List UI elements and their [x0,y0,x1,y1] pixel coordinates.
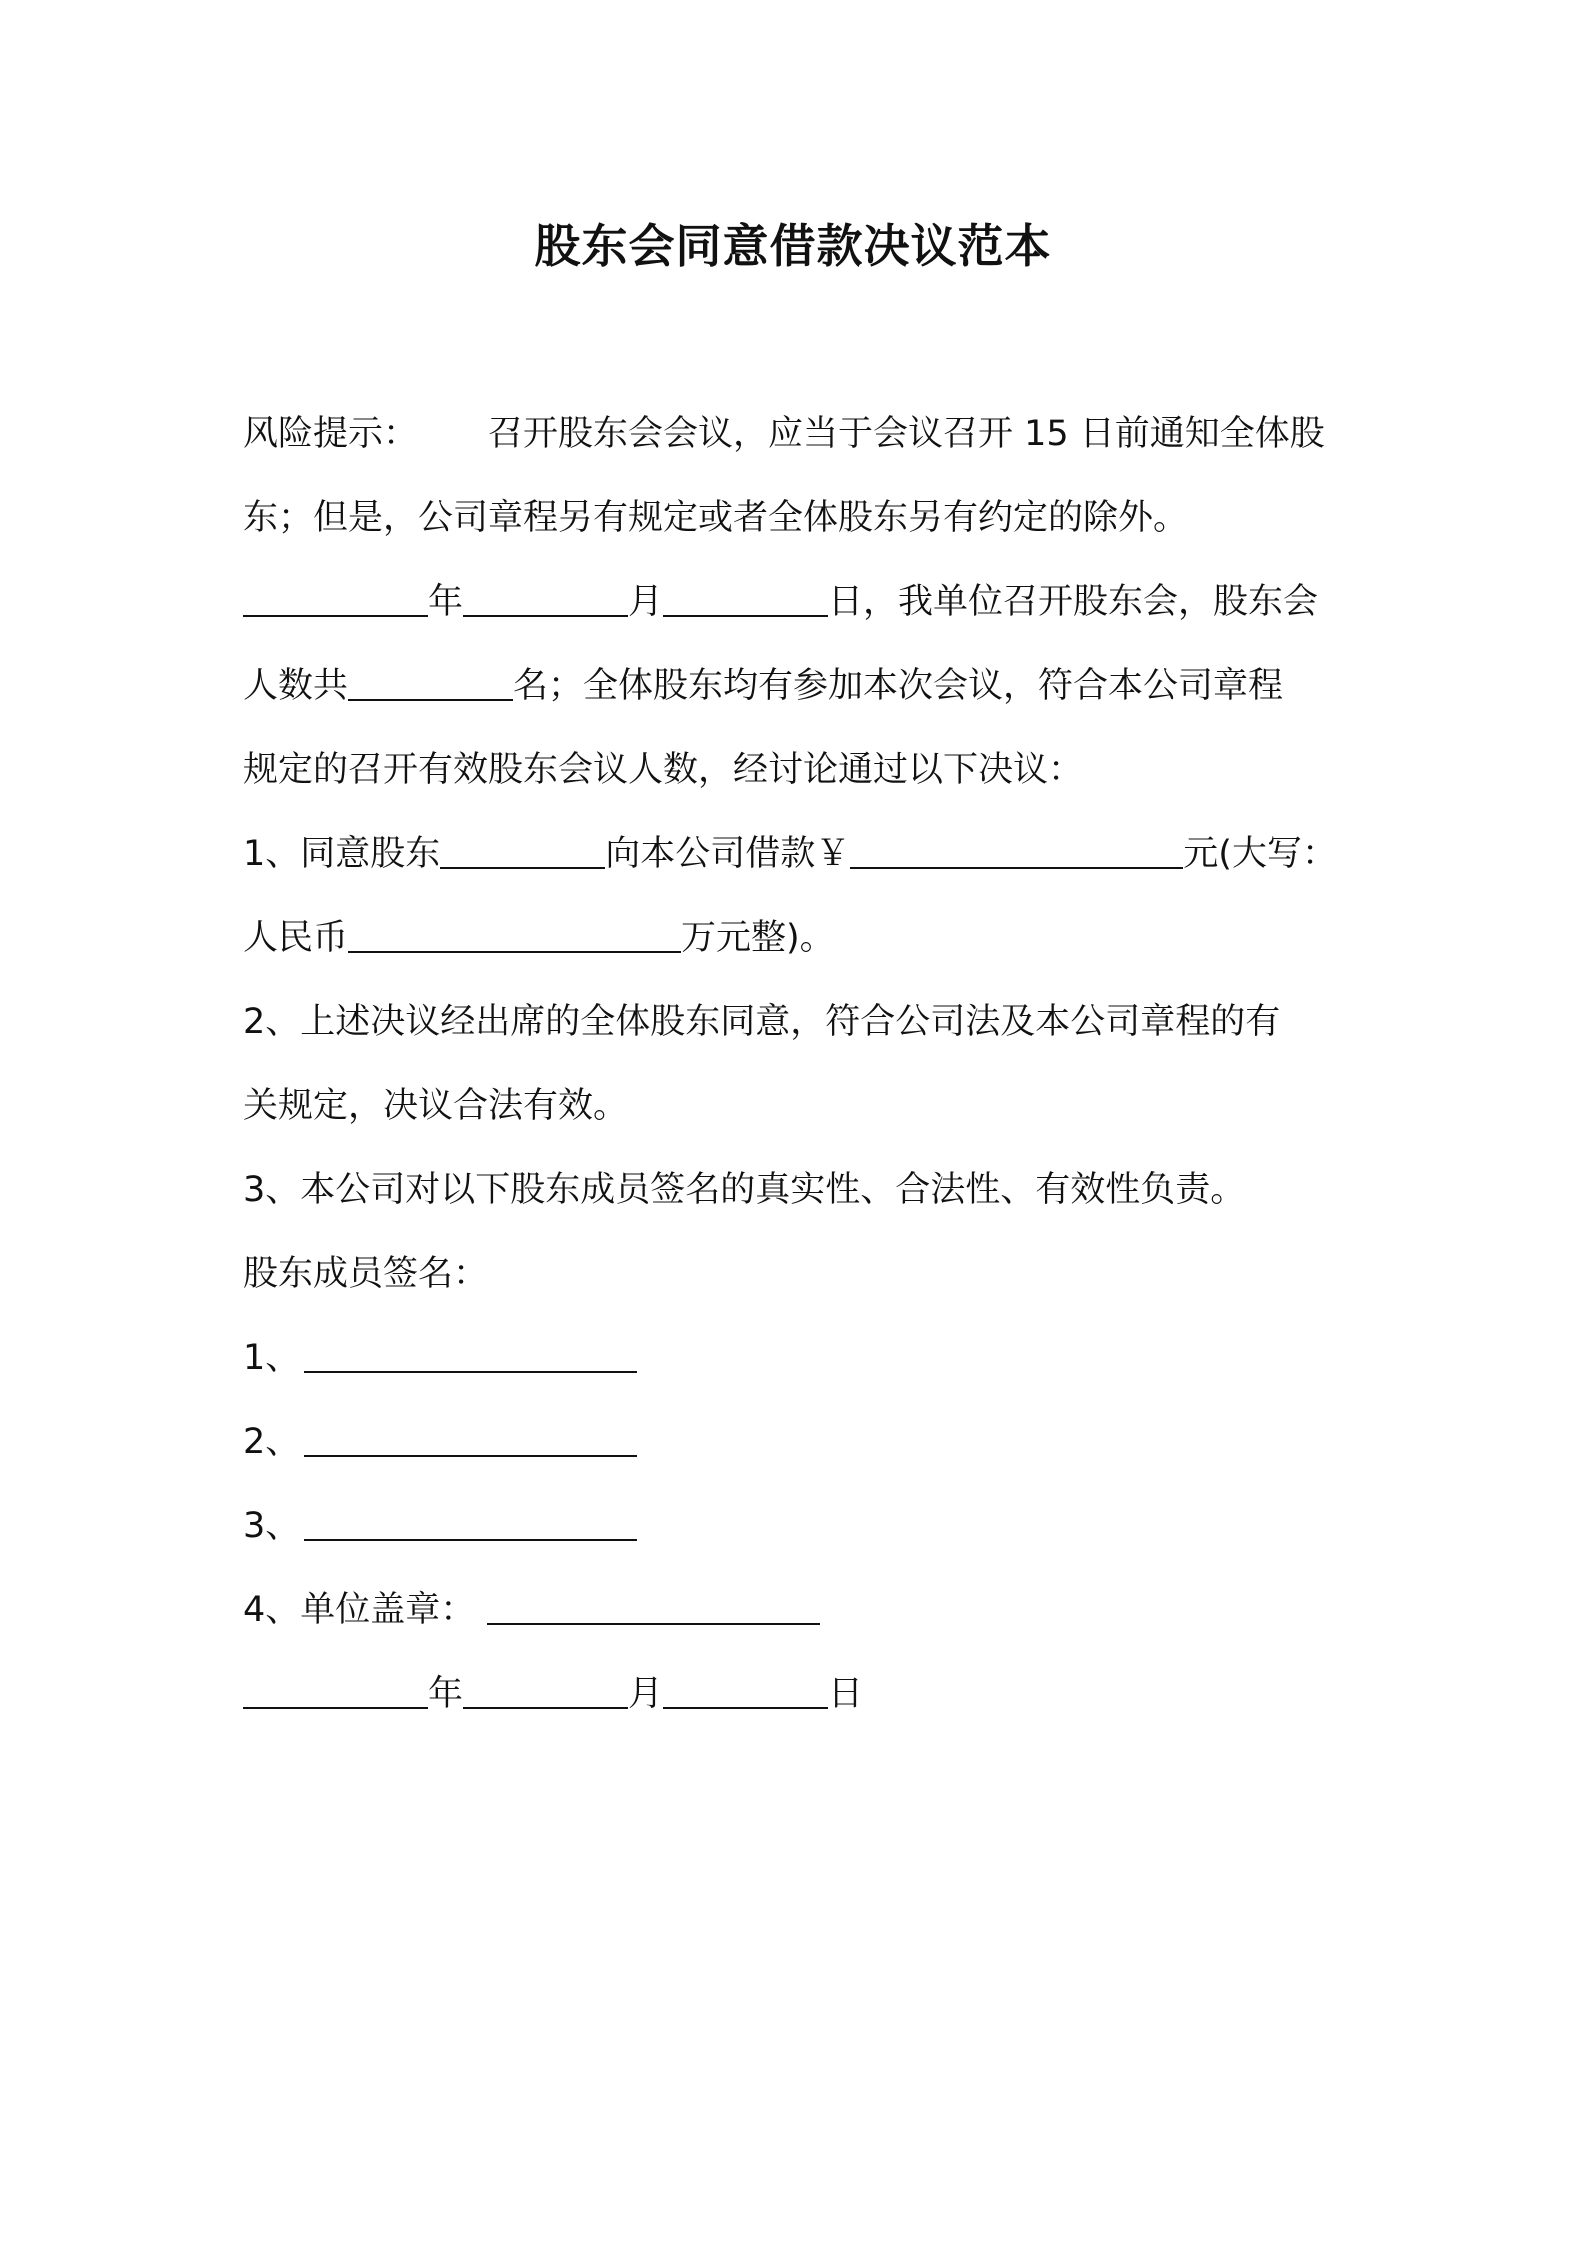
meeting-day-text: 日，我单位召开股东会，股东会 [828,582,1319,622]
resolution-1-middle: 向本公司借款￥ [605,834,851,874]
resolution-3-line [243,1165,1358,1215]
footer-day-label: 日 [828,1674,864,1714]
footer-year-label: 年 [428,1674,464,1714]
resolution-2-text-2: 关规定，决议合法有效。 [243,1086,629,1126]
meeting-line-3-text: 规定的召开有效股东会议人数，经讨论通过以下决议： [243,750,1084,790]
month-label: 月 [628,582,664,622]
footer-month-blank[interactable] [463,1673,628,1709]
signature-number-3: 3、 [243,1506,301,1546]
year-label: 年 [428,582,464,622]
risk-line-1 [243,409,1358,459]
signatures-heading: 股东成员签名： [243,1254,489,1294]
risk-text-2: 东；但是，公司章程另有规定或者全体股东另有约定的除外。 [243,498,1189,538]
resolution-3-text: 3、本公司对以下股东成员签名的真实性、合法性、有效性负责。 [243,1170,1246,1210]
signature-line-3 [243,1501,1358,1551]
signatures-heading-line [243,1249,1358,1299]
document-title: 股东会同意借款决议范本 [534,219,1052,273]
resolution-1-prefix: 1、同意股东 [243,834,441,874]
signature-blank-2[interactable] [304,1421,637,1457]
resolution-1-suffix: 元(大写： [1183,834,1337,874]
risk-line-2 [243,493,1358,543]
meeting-line-2 [243,661,1358,711]
seal-label: 4、单位盖章： [243,1590,476,1630]
amount-in-words-blank[interactable] [348,917,681,953]
seal-line [243,1585,1358,1635]
month-blank[interactable] [463,581,628,617]
borrower-name-blank[interactable] [440,833,605,869]
loan-amount-blank[interactable] [850,833,1183,869]
resolution-2-text-1: 2、上述决议经出席的全体股东同意，符合公司法及本公司章程的有 [243,1002,1281,1042]
resolution-2-line-1 [243,997,1358,1047]
footer-day-blank[interactable] [663,1673,828,1709]
signature-blank-3[interactable] [304,1505,637,1541]
resolution-1-line-2 [243,913,1358,963]
footer-month-label: 月 [628,1674,664,1714]
rmb-prefix: 人民币 [243,918,349,958]
seal-blank[interactable] [487,1589,820,1625]
year-blank[interactable] [243,581,428,617]
resolution-1-line-1 [243,829,1358,879]
resolution-2-line-2 [243,1081,1358,1131]
day-blank[interactable] [663,581,828,617]
risk-label: 风险提示： [243,414,419,454]
signature-number-1: 1、 [243,1338,301,1378]
shareholder-count-blank[interactable] [348,665,513,701]
signature-blank-1[interactable] [304,1337,637,1373]
footer-date-line [243,1669,1358,1719]
signature-line-1 [243,1333,1358,1383]
count-suffix: 名；全体股东均有参加本次会议，符合本公司章程 [513,666,1284,706]
footer-year-blank[interactable] [243,1673,428,1709]
meeting-line-3 [243,745,1358,795]
signature-number-2: 2、 [243,1422,301,1462]
rmb-suffix: 万元整)。 [681,918,835,958]
signature-line-2 [243,1417,1358,1467]
risk-text-1: 召开股东会会议，应当于会议召开 15 日前通知全体股 [488,414,1325,454]
count-prefix: 人数共 [243,666,349,706]
meeting-line-1 [243,577,1358,627]
